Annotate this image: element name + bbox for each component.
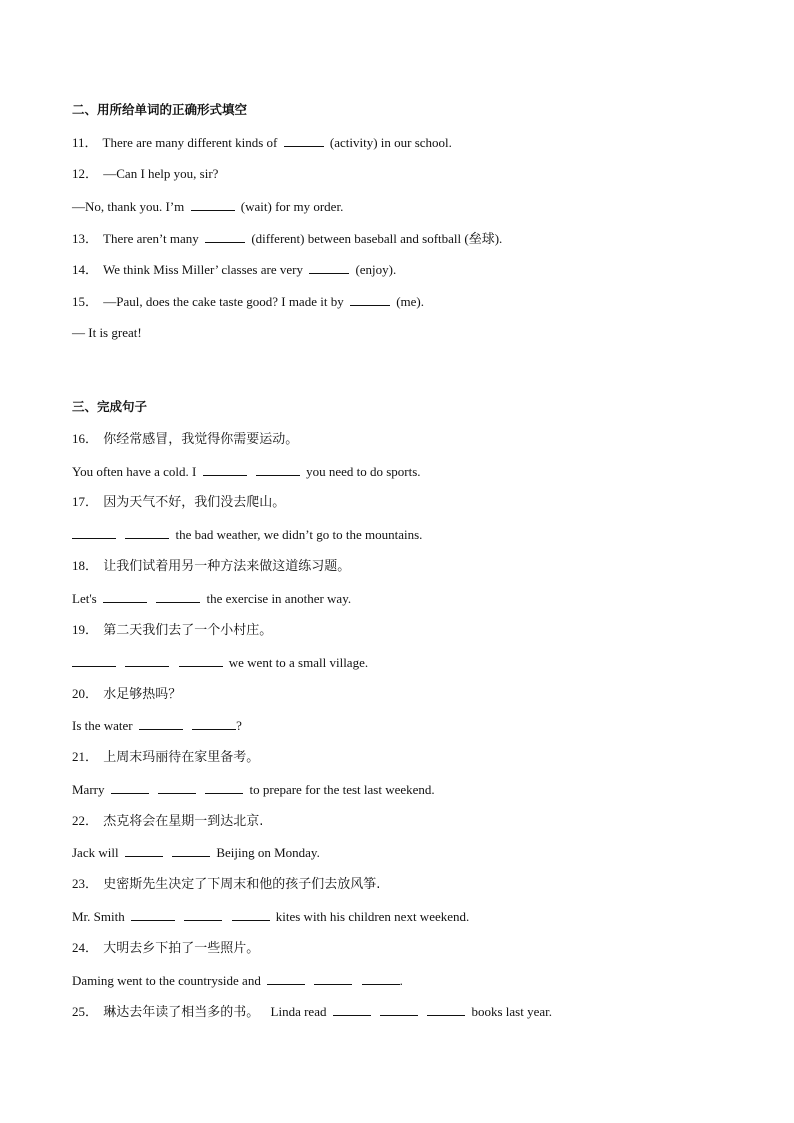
- answer-blank[interactable]: [72, 526, 116, 539]
- question-text: Daming went to the countryside and: [72, 973, 261, 988]
- answer-blank[interactable]: [380, 1003, 418, 1016]
- question-number: 23．: [72, 876, 99, 891]
- chinese-prompt: 上周末玛丽待在家里备考。: [103, 750, 260, 765]
- question-number: 16．: [72, 431, 99, 446]
- question-number: 24．: [72, 940, 99, 955]
- question-number: 20．: [72, 686, 99, 701]
- answer-blank[interactable]: [362, 972, 400, 985]
- answer-blank[interactable]: [314, 972, 352, 985]
- chinese-prompt: 大明去乡下拍了一些照片。: [103, 941, 260, 956]
- answer-blank[interactable]: [179, 654, 223, 667]
- question-14: [72, 261, 396, 278]
- section-3-heading: 三、完成句子: [72, 399, 148, 414]
- chinese-prompt: 琳达去年读了相当多的书。: [103, 1005, 260, 1020]
- answer-blank[interactable]: [333, 1003, 371, 1016]
- chinese-prompt: 你经常感冒，我觉得你需要运动。: [103, 432, 299, 447]
- question-24: [72, 940, 259, 957]
- question-text: Mr. Smith: [72, 909, 125, 924]
- question-18: [72, 558, 350, 575]
- question-23-answer: [72, 908, 469, 925]
- answer-blank[interactable]: [350, 293, 390, 306]
- question-text: Let's: [72, 591, 97, 606]
- question-text: You often have a cold. I: [72, 464, 197, 479]
- answer-blank[interactable]: [156, 590, 200, 603]
- question-text: There aren’t many: [103, 231, 199, 246]
- question-text: —Can I help you, sir?: [103, 166, 219, 181]
- question-12: [72, 166, 218, 182]
- answer-blank[interactable]: [232, 908, 270, 921]
- question-15-response: — It is great!: [72, 325, 142, 340]
- question-text: the bad weather, we didn’t go to the mountains.: [175, 527, 423, 542]
- answer-blank[interactable]: [256, 463, 300, 476]
- question-text: we went to a small village.: [228, 655, 369, 670]
- question-18-answer: [72, 590, 351, 607]
- question-15: [72, 293, 424, 310]
- chinese-prompt: 第二天我们去了一个小村庄。: [103, 623, 273, 638]
- answer-blank[interactable]: [205, 781, 243, 794]
- answer-blank[interactable]: [125, 654, 169, 667]
- answer-blank[interactable]: [125, 844, 163, 857]
- question-text: ?: [236, 718, 242, 733]
- answer-blank[interactable]: [191, 198, 235, 211]
- question-number: 19．: [72, 622, 99, 637]
- question-text: kites with his children next weekend.: [275, 909, 470, 924]
- question-25: [72, 1003, 552, 1021]
- question-19-answer: [72, 654, 368, 671]
- answer-blank[interactable]: [427, 1003, 465, 1016]
- chinese-prompt: 史密斯先生决定了下周末和他的孩子们去放风筝.: [103, 877, 381, 892]
- question-text: We think Miss Miller’ classes are very: [103, 262, 303, 277]
- question-text: —No, thank you. I’m: [72, 199, 185, 214]
- question-20: [72, 686, 181, 703]
- question-22: [72, 813, 263, 830]
- question-17: [72, 494, 285, 511]
- answer-blank[interactable]: [192, 717, 236, 730]
- answer-blank[interactable]: [111, 781, 149, 794]
- question-text: (wait) for my order.: [240, 199, 344, 214]
- answer-blank[interactable]: [72, 654, 116, 667]
- answer-blank[interactable]: [158, 781, 196, 794]
- question-11: [72, 134, 452, 151]
- question-number: 11．: [72, 135, 98, 150]
- question-16: [72, 431, 298, 448]
- question-17-answer: [72, 526, 422, 543]
- answer-blank[interactable]: [267, 972, 305, 985]
- question-text: (activity) in our school.: [329, 135, 452, 150]
- chinese-prompt: 因为天气不好，我们没去爬山。: [103, 495, 286, 510]
- question-20-answer: [72, 717, 242, 734]
- question-text: you need to do sports.: [306, 464, 421, 479]
- question-text: Jack will: [72, 845, 119, 860]
- question-12-response: [72, 198, 343, 215]
- question-number: 14．: [72, 262, 99, 277]
- answer-blank[interactable]: [284, 134, 324, 147]
- question-number: 21．: [72, 749, 99, 764]
- question-13: [72, 230, 502, 247]
- question-number: 17．: [72, 494, 99, 509]
- question-24-answer: [72, 972, 403, 989]
- answer-blank[interactable]: [139, 717, 183, 730]
- question-text: Is the water: [72, 718, 133, 733]
- question-number: 22．: [72, 813, 99, 828]
- question-text: (me).: [396, 294, 424, 309]
- question-text: (enjoy).: [355, 262, 397, 277]
- question-text: Marry: [72, 782, 105, 797]
- question-23: [72, 876, 380, 893]
- question-number: 18．: [72, 558, 99, 573]
- answer-blank[interactable]: [184, 908, 222, 921]
- question-text: the exercise in another way.: [206, 591, 352, 606]
- answer-blank[interactable]: [125, 526, 169, 539]
- question-text: Beijing on Monday.: [216, 845, 320, 860]
- chinese-prompt: 让我们试着用另一种方法来做这道练习题。: [103, 559, 351, 574]
- question-number: 13．: [72, 231, 99, 246]
- question-text: (different) between baseball and softball (垒球).: [251, 231, 503, 246]
- question-text: .: [399, 973, 403, 988]
- question-text: to prepare for the test last weekend.: [249, 782, 435, 797]
- answer-blank[interactable]: [172, 844, 210, 857]
- question-text: Linda read: [270, 1004, 327, 1019]
- question-text: books last year.: [471, 1004, 552, 1019]
- chinese-prompt: 杰克将会在星期一到达北京.: [103, 814, 264, 829]
- question-16-answer: [72, 463, 421, 480]
- question-text: —Paul, does the cake taste good? I made it by: [103, 294, 344, 309]
- question-number: 15．: [72, 294, 99, 309]
- answer-blank[interactable]: [103, 590, 147, 603]
- chinese-prompt: 水足够热吗？: [103, 687, 182, 702]
- question-21: [72, 749, 259, 766]
- question-text: There are many different kinds of: [102, 135, 278, 150]
- answer-blank[interactable]: [203, 463, 247, 476]
- answer-blank[interactable]: [309, 261, 349, 274]
- section-2-heading: 二、用所给单词的正确形式填空: [72, 102, 248, 117]
- answer-blank[interactable]: [205, 230, 245, 243]
- question-number: 12．: [72, 166, 99, 181]
- question-19: [72, 622, 272, 639]
- question-21-answer: [72, 781, 435, 798]
- question-number: 25．: [72, 1004, 99, 1019]
- question-22-answer: [72, 844, 320, 861]
- answer-blank[interactable]: [131, 908, 175, 921]
